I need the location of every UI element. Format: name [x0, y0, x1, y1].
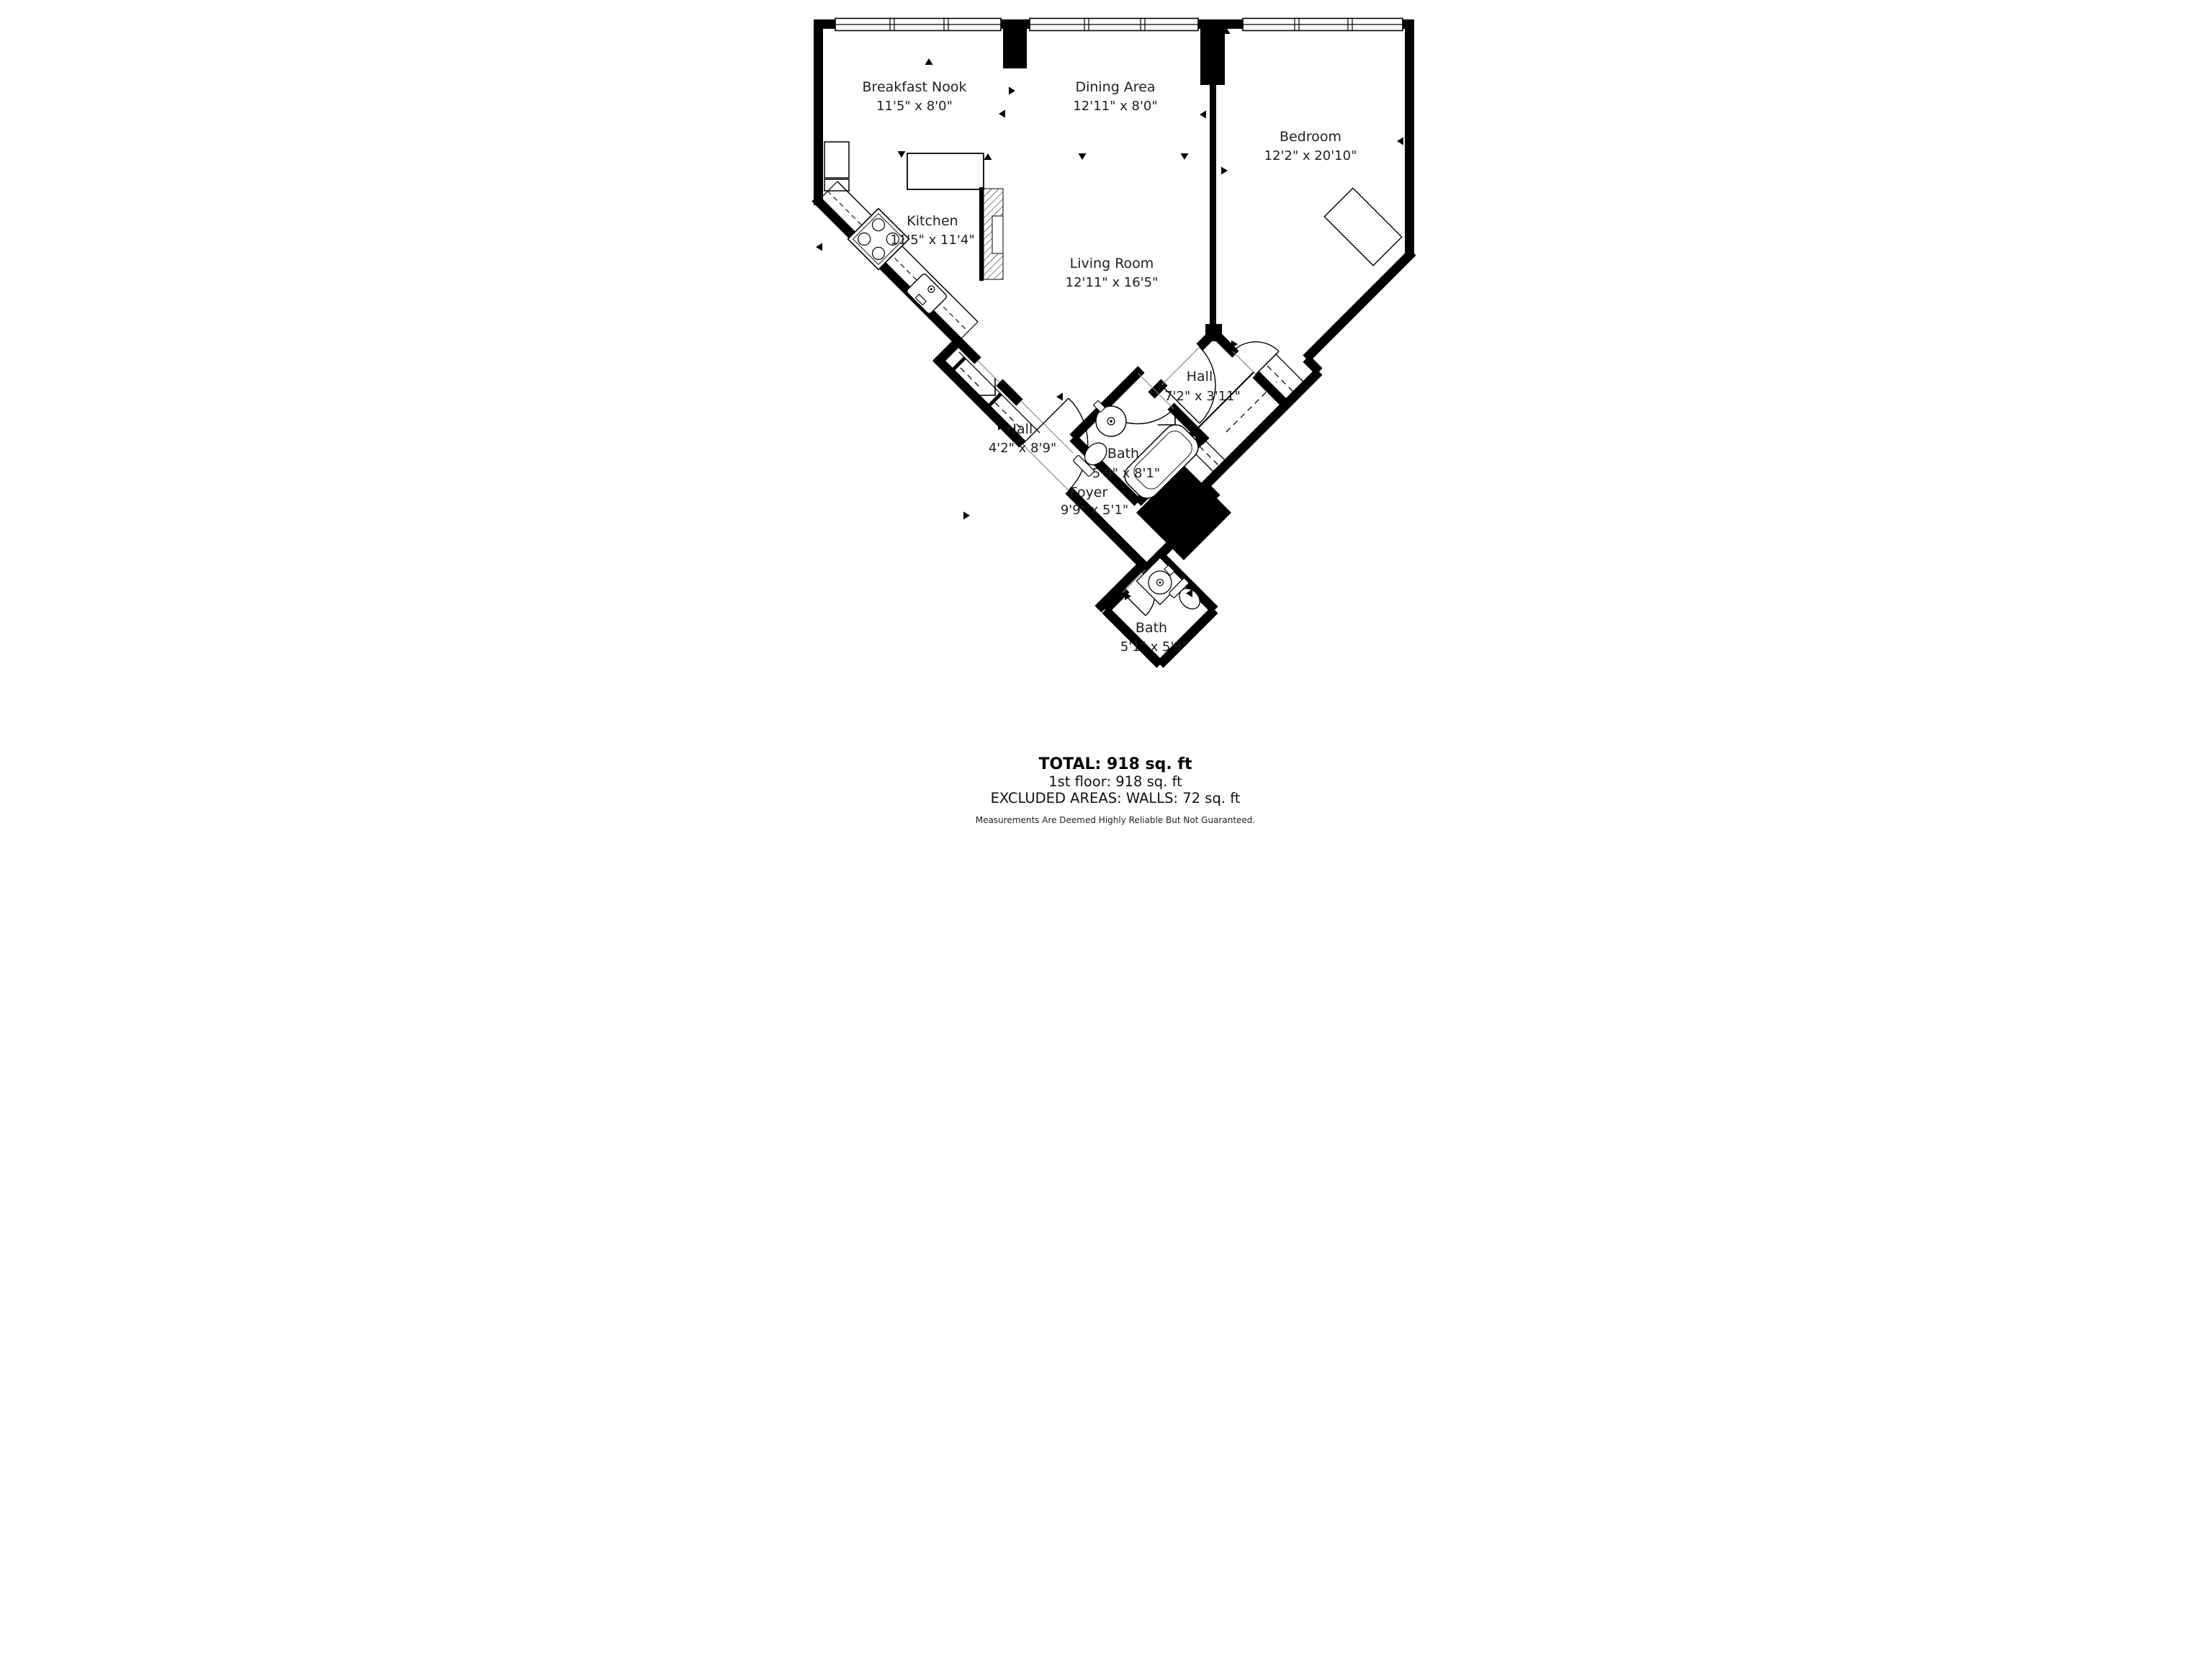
room-dims: 12'11" x 8'0" [1073, 99, 1158, 114]
room-dims: 11'5" x 8'0" [876, 99, 953, 114]
room-label: Dining Area [1075, 79, 1156, 95]
footer-floor: 1st floor: 918 sq. ft [1048, 773, 1182, 790]
area-marker [984, 153, 992, 160]
room-dims: 12'11" x 16'5" [1065, 275, 1159, 290]
kitchen-island [907, 153, 984, 189]
area-marker [1221, 167, 1228, 175]
floor-plan [553, 0, 1659, 830]
bathroom-sink [1094, 400, 1126, 436]
area-marker [1009, 87, 1015, 95]
step-line [978, 378, 995, 395]
exterior-wall [1098, 565, 1143, 609]
room-label: Living Room [1069, 256, 1154, 271]
room-label: Hall [1186, 369, 1213, 385]
room-label: Bath [1107, 446, 1140, 462]
room-label: Bath [1135, 620, 1168, 636]
room-dims: 11'5" x 11'4" [890, 233, 975, 248]
wall-pillar [1003, 19, 1027, 68]
room-label: Kitchen [907, 213, 958, 229]
room-dims: 12'2" x 20'10" [1264, 148, 1357, 163]
footer [976, 755, 1255, 825]
exterior-wall [1306, 252, 1413, 359]
room-dims: 4'2" x 8'9" [988, 441, 1057, 456]
room-label: Bedroom [1280, 129, 1341, 145]
room-label: Foyer [1069, 485, 1108, 500]
interior-wall [1210, 83, 1216, 328]
footer-disclaimer: Measurements Are Deemed Highly Reliable But Not Guaranteed. [975, 815, 1256, 825]
pantry-shelves [979, 187, 1003, 281]
area-marker [925, 58, 933, 65]
kitchen-counter [821, 181, 978, 338]
room-dims: 9'9" x 5'1" [1060, 503, 1129, 518]
footer-excluded: EXCLUDED AREAS: WALLS: 72 sq. ft [990, 790, 1241, 806]
area-marker [898, 151, 906, 158]
area-marker [1079, 153, 1087, 160]
footer-total: TOTAL: 918 sq. ft [1038, 755, 1192, 773]
window [835, 19, 1001, 31]
windows [835, 19, 1403, 31]
interior-wall [1200, 331, 1215, 347]
area-marker [816, 243, 822, 251]
window [1243, 19, 1403, 31]
room-dims: 5'1" x 5'3" [1120, 639, 1189, 655]
wall-pillar [1200, 19, 1225, 85]
area-marker [963, 512, 970, 520]
area-marker [999, 110, 1005, 118]
room-dims: 7'2" x 3'11" [1164, 389, 1241, 404]
interior-wall [1256, 374, 1289, 408]
interior-wall [1105, 610, 1160, 665]
refrigerator [824, 142, 849, 191]
room-dims: 5'9" x 8'1" [1092, 466, 1161, 481]
area-marker [1181, 153, 1189, 160]
room-label: Hall [1006, 421, 1033, 437]
room-label: Breakfast Nook [862, 79, 967, 95]
wall-stub [999, 382, 1020, 403]
interior-wall [1160, 610, 1215, 665]
window [1030, 19, 1198, 31]
area-marker [1397, 138, 1403, 145]
kitchen-sink [906, 273, 948, 315]
exterior-wall [1306, 359, 1319, 372]
area-marker [1200, 111, 1206, 119]
bedroom-furniture [1324, 188, 1401, 265]
area-marker [1056, 393, 1063, 401]
floor-plan-page [553, 0, 1659, 830]
